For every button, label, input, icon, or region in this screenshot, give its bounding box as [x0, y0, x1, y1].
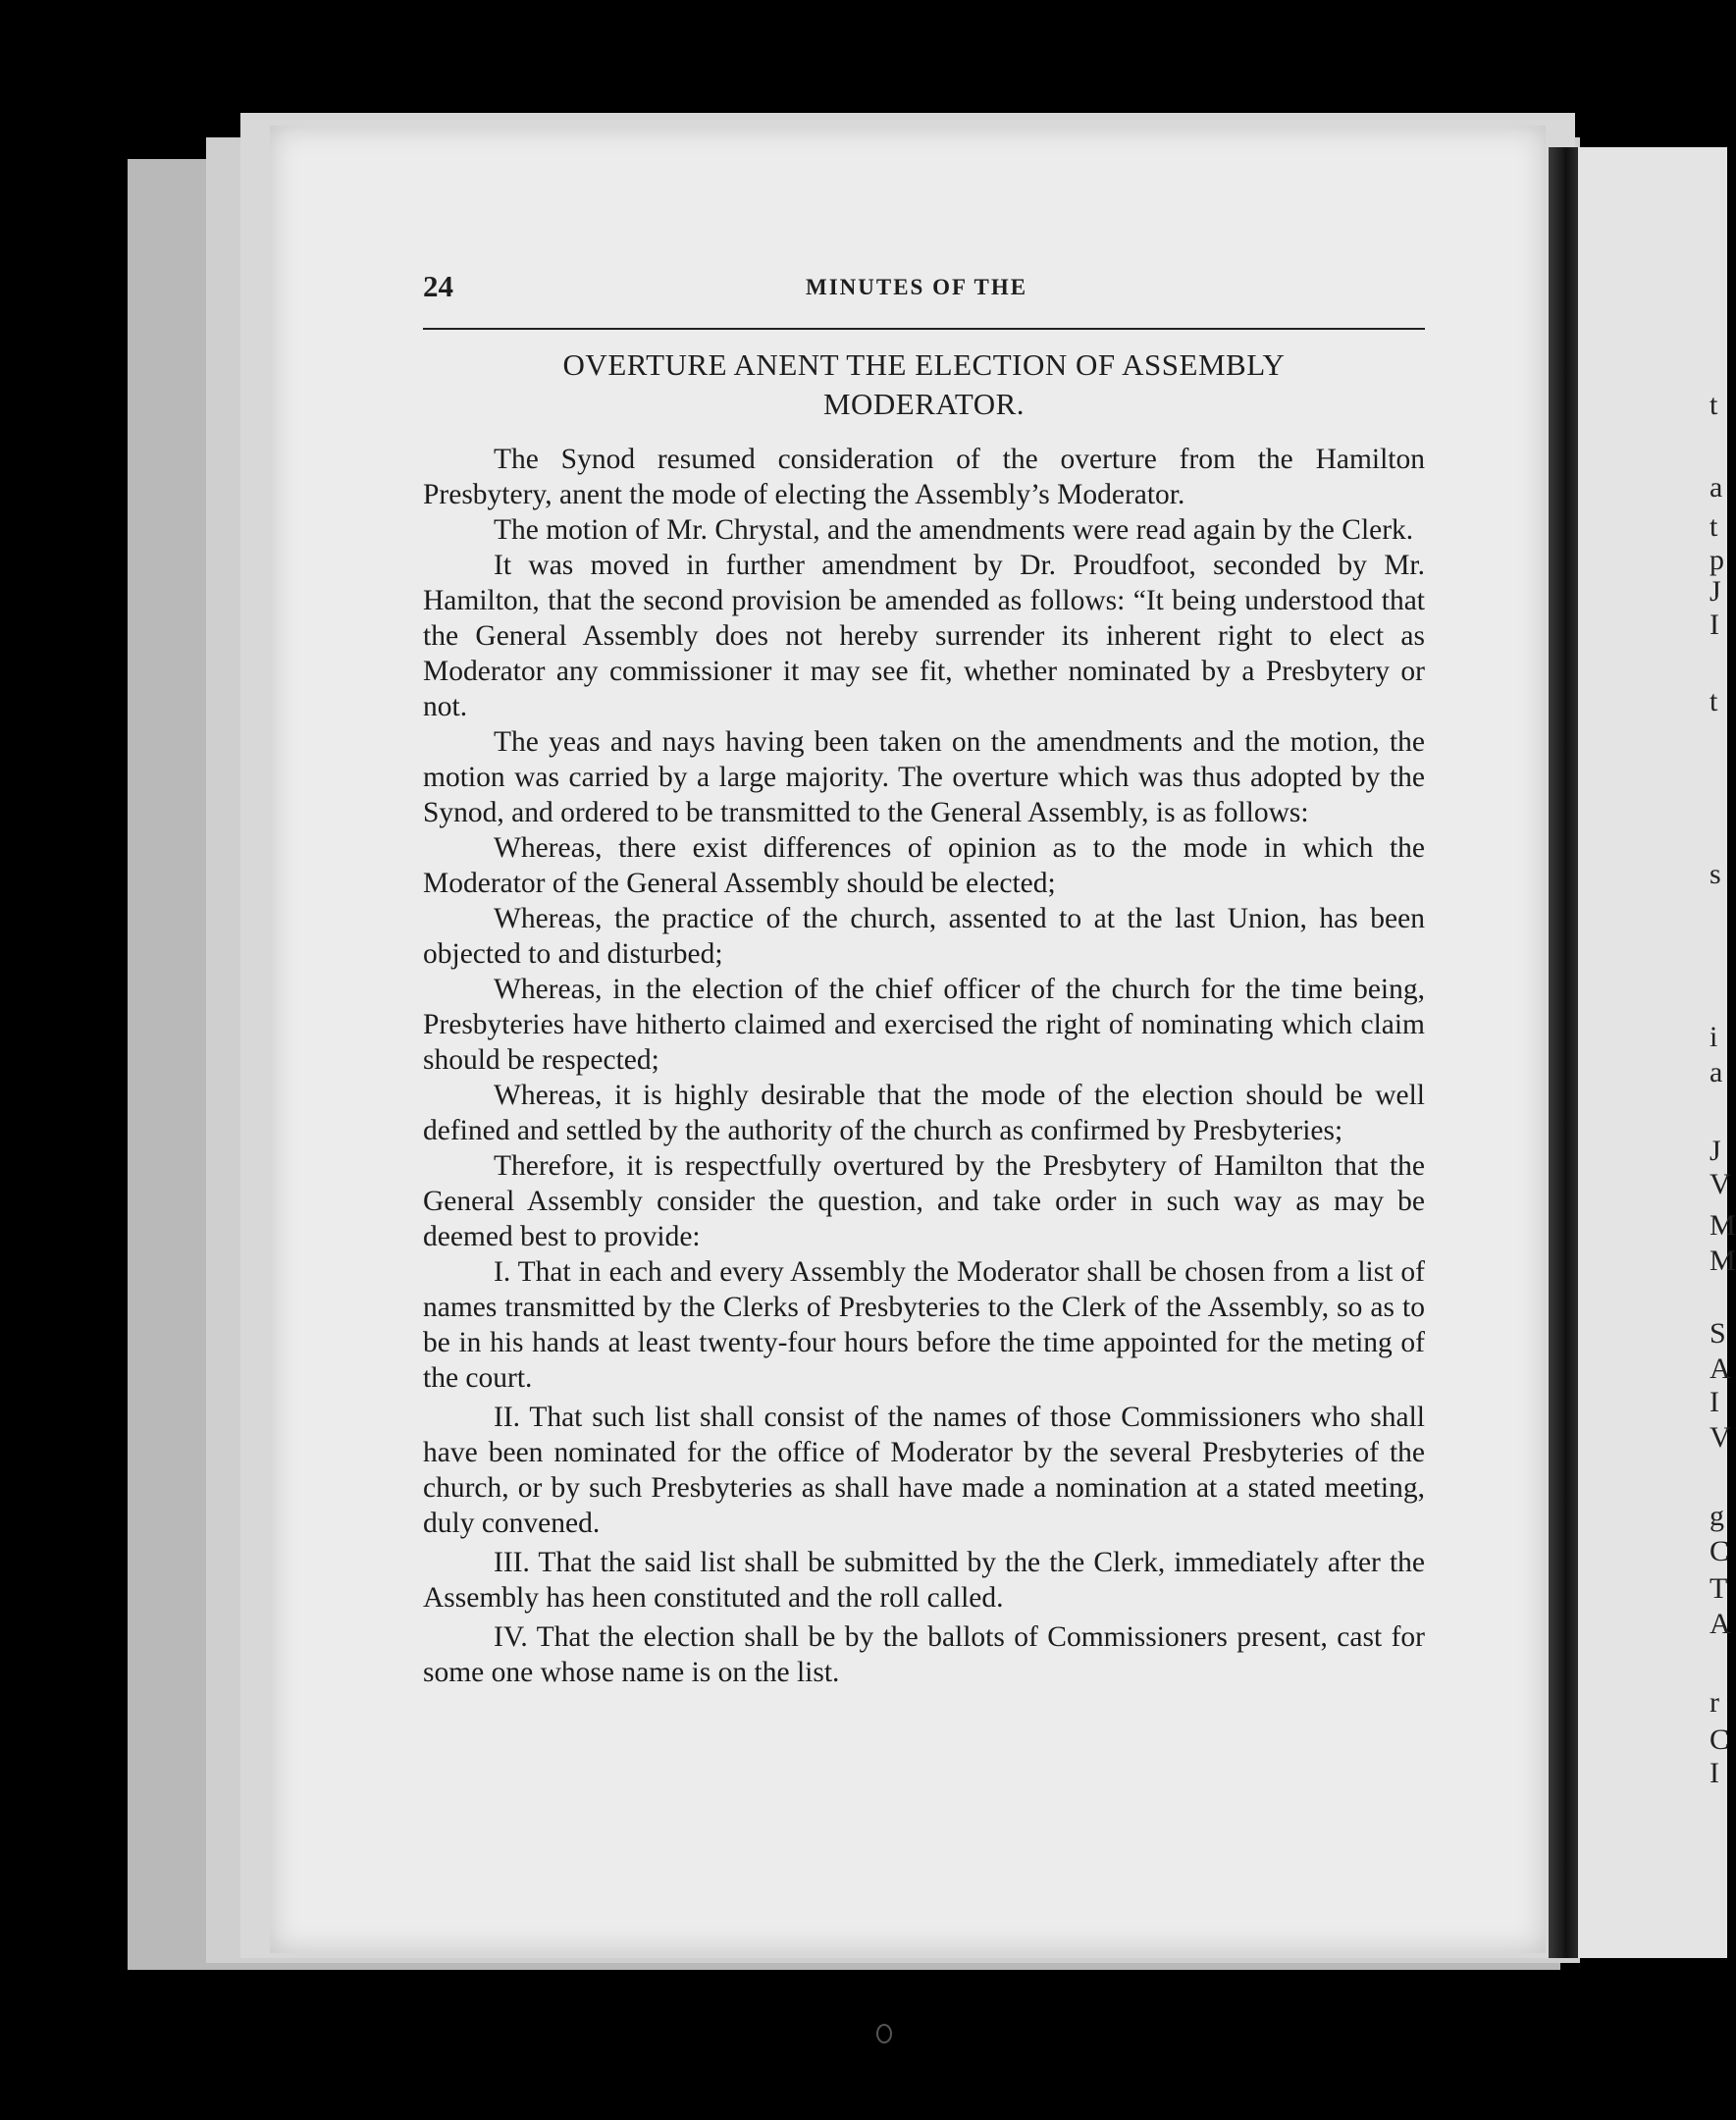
running-head	[423, 269, 1425, 330]
facing-page-letter: a	[1710, 1056, 1723, 1088]
facing-page-letter: S	[1710, 1317, 1726, 1350]
paragraph: Whereas, there exist differences of opinion as to the mode in which the Moderator of the General Assembly should be elected;	[423, 832, 1425, 899]
facing-page	[1578, 147, 1730, 1958]
facing-page-letter: g	[1710, 1500, 1724, 1532]
facing-page-letter: A	[1710, 1352, 1731, 1385]
facing-page-letter: V	[1710, 1421, 1731, 1454]
facing-page-letter: C	[1710, 1723, 1730, 1756]
body-text	[423, 442, 1425, 1690]
paragraph: The motion of Mr. Chrystal, and the amendments were read again by the Clerk.	[494, 514, 1414, 546]
page-bottom-mark	[876, 2024, 892, 2043]
facing-page-letter: M	[1710, 1209, 1736, 1242]
facing-page-letter: r	[1710, 1686, 1719, 1719]
paragraph: Therefore, it is respectfully overtured by the Presbytery of Hamilton that the General Assembly consider the question, and take order in such way as may be deemed best to provide:	[423, 1150, 1425, 1252]
provision-paragraph: III. That the said list shall be submitted by the the Clerk, immediately after the Assembly has heen constituted and the roll called.	[423, 1547, 1425, 1614]
paragraph: The yeas and nays having been taken on the amendments and the motion, the motion was carried by a large majority. The overture which was thus adopted by the Synod, and ordered to be transmitted to the General Assembly, is as follows:	[423, 726, 1425, 828]
provision-paragraph: I. That in each and every Assembly the Moderator shall be chosen from a list of names transmitted by the Clerks of Presbyteries to the Clerk of the Assembly, so as to be in his hands at least twenty-four hours before the time appointed for the meting of the court.	[423, 1256, 1425, 1394]
facing-page-letter: t	[1710, 685, 1718, 717]
facing-page-letter: p	[1710, 544, 1724, 576]
paragraph: The Synod resumed consideration of the overture from the Hamilton Presbytery, anent the mode of electing the Assembly’s Moderator.	[423, 444, 1425, 510]
facing-page-letter: T	[1710, 1572, 1728, 1605]
paragraph: Whereas, it is highly desirable that the mode of the election should be well defined and settled by the authority of the church as confirmed by Presbyteries;	[423, 1080, 1425, 1146]
facing-page-letter: M	[1710, 1245, 1736, 1277]
facing-page-letter: i	[1710, 1021, 1718, 1053]
facing-page-letter: t	[1710, 389, 1718, 421]
facing-page-letter: A	[1710, 1608, 1731, 1640]
book-gutter-shadow	[1549, 147, 1578, 1958]
facing-page-letter: J	[1710, 575, 1721, 608]
paragraph: Whereas, in the election of the chief officer of the church for the time being, Presbyteries have hitherto claimed and exercised the right of nominating which claim should be respected;	[423, 974, 1425, 1076]
paragraph: Whereas, the practice of the church, assented to at the last Union, has been objected to and disturbed;	[423, 903, 1425, 970]
heading-line-1: OVERTURE ANENT THE ELECTION OF ASSEMBLY	[562, 347, 1286, 382]
heading-line-2: MODERATOR.	[822, 387, 1026, 421]
facing-page-letter: V	[1710, 1168, 1731, 1200]
facing-page-letter: J	[1710, 1135, 1721, 1167]
running-title: MINUTES OF THE	[806, 275, 1028, 299]
provision-paragraph: IV. That the election shall be by the ballots of Commissioners present, cast for some one whose name is on the list.	[423, 1621, 1425, 1688]
provision-paragraph: II. That such list shall consist of the names of those Commissioners who shall have been nominated for the office of Moderator by the several Presbyteries of the church, or by such Presbyteries as shall have made a nomination at a stated meeting, duly convened.	[423, 1402, 1425, 1539]
facing-page-letter: I	[1710, 1757, 1719, 1789]
facing-page-letter: I	[1710, 609, 1719, 641]
facing-page-letter: C	[1710, 1535, 1730, 1567]
paragraph: It was moved in further amendment by Dr. Proudfoot, seconded by Mr. Hamilton, that the second provision be amended as follows: “It being understood that the General Assembly does not hereby surrender its inherent right to elect as Moderator any commissioner it may see fit, whether nominated by a Presbytery or not.	[423, 550, 1425, 722]
facing-page-letter: I	[1710, 1386, 1719, 1418]
page-number: 24	[423, 269, 453, 303]
facing-page-letter: t	[1710, 510, 1718, 543]
facing-page-letter: a	[1710, 471, 1723, 504]
facing-page-letter: s	[1710, 858, 1721, 890]
section-heading	[423, 345, 1425, 424]
